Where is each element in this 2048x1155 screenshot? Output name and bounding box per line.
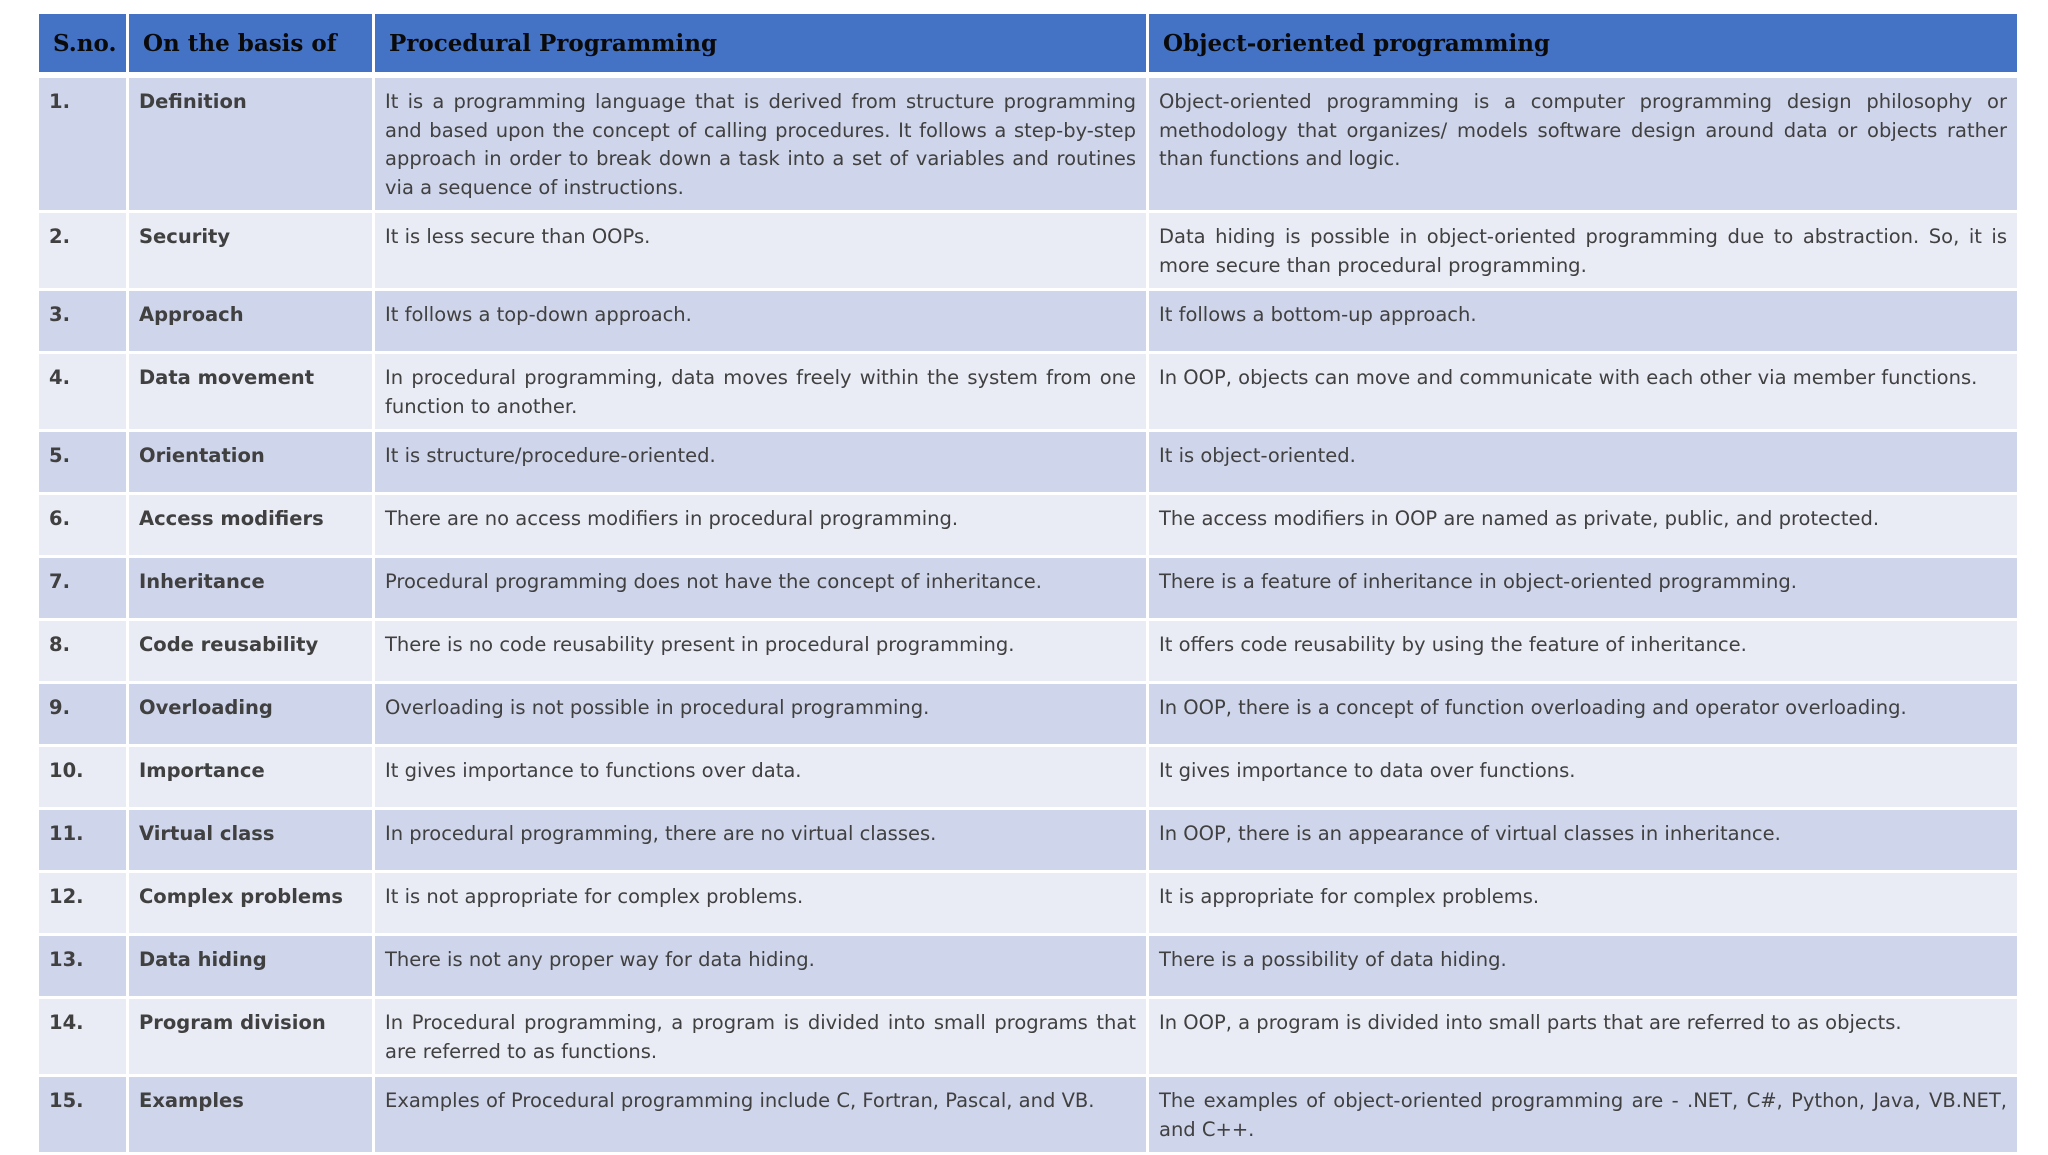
- row-number: 3.: [39, 291, 129, 354]
- table-row: [39, 1077, 2017, 1155]
- row-oop: In OOP, a program is divided into small parts that are referred to as objects.: [1149, 999, 2017, 1077]
- row-number: 1.: [39, 78, 129, 213]
- table-row: [39, 291, 2017, 354]
- row-number: 6.: [39, 495, 129, 558]
- comparison-table: [39, 14, 2017, 1155]
- row-oop: It follows a bottom-up approach.: [1149, 291, 2017, 354]
- row-number: 5.: [39, 432, 129, 495]
- row-number: 14.: [39, 999, 129, 1077]
- row-procedural: In procedural programming, there are no virtual classes.: [375, 810, 1149, 873]
- table-row: [39, 354, 2017, 432]
- row-procedural: It gives importance to functions over data.: [375, 747, 1149, 810]
- row-basis: Access modifiers: [129, 495, 375, 558]
- header-sno: S.no.: [39, 14, 129, 78]
- row-basis: Code reusability: [129, 621, 375, 684]
- row-procedural: Examples of Procedural programming include C, Fortran, Pascal, and VB.: [375, 1077, 1149, 1155]
- table-row: [39, 213, 2017, 291]
- table-row: [39, 621, 2017, 684]
- table-body: [39, 78, 2017, 1155]
- row-number: 10.: [39, 747, 129, 810]
- row-number: 7.: [39, 558, 129, 621]
- row-basis: Importance: [129, 747, 375, 810]
- row-procedural: It is structure/procedure-oriented.: [375, 432, 1149, 495]
- row-procedural: It is a programming language that is derived from structure programming and based upon the concept of calling procedures. It follows a step-by-step approach in order to break down a task into a set of variables and routines via a sequence of instructions.: [375, 78, 1149, 213]
- row-basis: Definition: [129, 78, 375, 213]
- row-procedural: In Procedural programming, a program is divided into small programs that are referred to as functions.: [375, 999, 1149, 1077]
- row-oop: It is object-oriented.: [1149, 432, 2017, 495]
- row-procedural: There is not any proper way for data hiding.: [375, 936, 1149, 999]
- row-procedural: There are no access modifiers in procedural programming.: [375, 495, 1149, 558]
- header-oop: Object-oriented programming: [1149, 14, 2017, 78]
- row-procedural: In procedural programming, data moves freely within the system from one function to another.: [375, 354, 1149, 432]
- header-row: [39, 14, 2017, 78]
- comparison-table-container: [39, 14, 2017, 1155]
- row-oop: Data hiding is possible in object-oriented programming due to abstraction. So, it is more secure than procedural programming.: [1149, 213, 2017, 291]
- row-basis: Program division: [129, 999, 375, 1077]
- row-oop: The access modifiers in OOP are named as private, public, and protected.: [1149, 495, 2017, 558]
- table-row: [39, 999, 2017, 1077]
- table-row: [39, 936, 2017, 999]
- row-number: 13.: [39, 936, 129, 999]
- row-oop: There is a feature of inheritance in object-oriented programming.: [1149, 558, 2017, 621]
- row-basis: Orientation: [129, 432, 375, 495]
- row-number: 4.: [39, 354, 129, 432]
- row-basis: Security: [129, 213, 375, 291]
- row-procedural: It is not appropriate for complex problems.: [375, 873, 1149, 936]
- row-oop: In OOP, there is a concept of function overloading and operator overloading.: [1149, 684, 2017, 747]
- table-row: [39, 78, 2017, 213]
- row-procedural: Overloading is not possible in procedural programming.: [375, 684, 1149, 747]
- row-number: 15.: [39, 1077, 129, 1155]
- row-number: 2.: [39, 213, 129, 291]
- row-procedural: There is no code reusability present in procedural programming.: [375, 621, 1149, 684]
- row-oop: Object-oriented programming is a computer programming design philosophy or methodology that organizes/ models software design around data or objects rather than functions and logic.: [1149, 78, 2017, 213]
- row-number: 11.: [39, 810, 129, 873]
- table-row: [39, 432, 2017, 495]
- row-procedural: It is less secure than OOPs.: [375, 213, 1149, 291]
- header-procedural: Procedural Programming: [375, 14, 1149, 78]
- table-row: [39, 810, 2017, 873]
- row-number: 8.: [39, 621, 129, 684]
- row-basis: Approach: [129, 291, 375, 354]
- table-row: [39, 558, 2017, 621]
- row-basis: Overloading: [129, 684, 375, 747]
- row-oop: It offers code reusability by using the feature of inheritance.: [1149, 621, 2017, 684]
- table-row: [39, 495, 2017, 558]
- row-oop: In OOP, there is an appearance of virtual classes in inheritance.: [1149, 810, 2017, 873]
- row-oop: In OOP, objects can move and communicate with each other via member functions.: [1149, 354, 2017, 432]
- table-row: [39, 747, 2017, 810]
- table-row: [39, 873, 2017, 936]
- row-number: 9.: [39, 684, 129, 747]
- header-basis: On the basis of: [129, 14, 375, 78]
- row-basis: Complex problems: [129, 873, 375, 936]
- row-oop: The examples of object-oriented programming are - .NET, C#, Python, Java, VB.NET, and C++.: [1149, 1077, 2017, 1155]
- row-oop: It gives importance to data over functions.: [1149, 747, 2017, 810]
- row-basis: Inheritance: [129, 558, 375, 621]
- table-row: [39, 684, 2017, 747]
- row-oop: It is appropriate for complex problems.: [1149, 873, 2017, 936]
- row-basis: Examples: [129, 1077, 375, 1155]
- row-procedural: Procedural programming does not have the concept of inheritance.: [375, 558, 1149, 621]
- row-number: 12.: [39, 873, 129, 936]
- row-basis: Virtual class: [129, 810, 375, 873]
- row-oop: There is a possibility of data hiding.: [1149, 936, 2017, 999]
- row-procedural: It follows a top-down approach.: [375, 291, 1149, 354]
- row-basis: Data movement: [129, 354, 375, 432]
- row-basis: Data hiding: [129, 936, 375, 999]
